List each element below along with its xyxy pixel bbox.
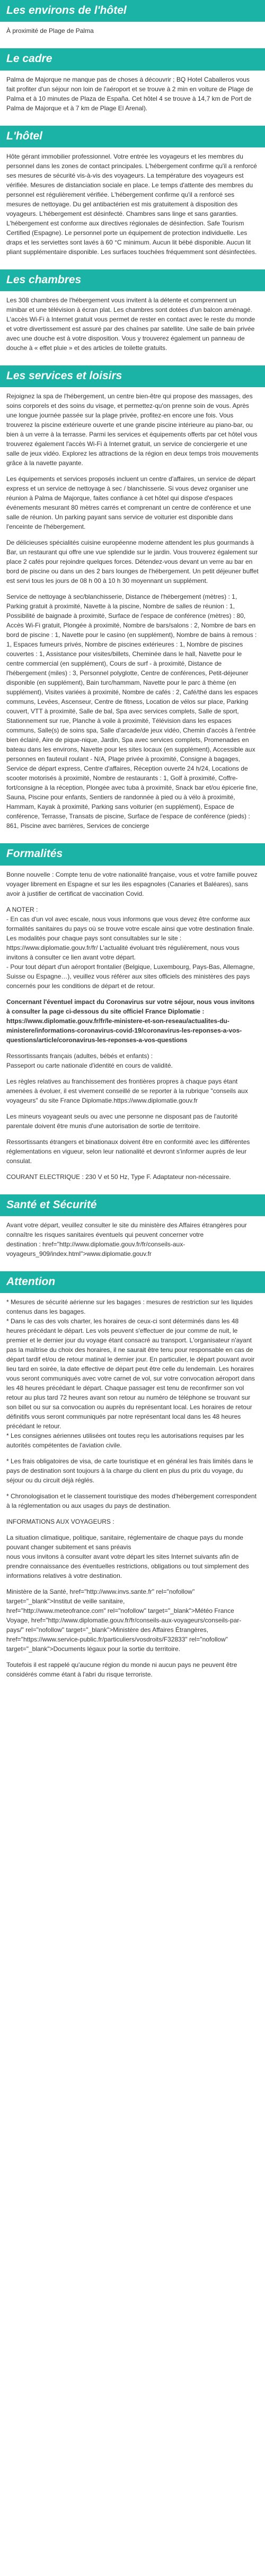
attention-informations-voyageurs: INFORMATIONS AUX VOYAGEURS : (6, 1518, 114, 1526)
section-services (0, 365, 265, 840)
section-title-hotel: L'hôtel (0, 126, 265, 147)
section-body-sante (0, 1216, 265, 1268)
section-body-chambres (0, 291, 265, 362)
section-attention (0, 1271, 265, 1689)
section-title-attention: Attention (0, 1271, 265, 1293)
section-body-hotel (0, 147, 265, 266)
section-environs (0, 0, 265, 45)
cadre-text: Palma de Majorque ne manque pas de choses à découvrir ; BQ Hotel Caballeros vous fait profiter d'un séjour non loin de l'aéroport et se trouve à 2 min en voiture de Plage de Palma et à 10 minutes de Plaza de España. Cet hôtel 4 se trouve à 14,7 km de Port de Palma de Majorque et à 7 km de Plage El Arenal). (6, 75, 253, 112)
attention-paragraph-2: * Les frais obligatoires de visa, de carte touristique et en général les frais limités dans le pays de destination sont toujours à la charge du client en plus du prix du voyage, du séjour ou du circuit déjà réglés. (6, 1457, 253, 1485)
section-chambres (0, 269, 265, 362)
chambres-text: Les 308 chambres de l'hébergement vous invitent à la détente et comprennent un minibar et une télévision à écran plat. Les chambres sont dotées d'un balcon aménagé. L'accès Wi-Fi à Internet gratuit vous permet de rester en contact avec le reste du monde et votre divertissement est assuré par des chaînes par satellite. Une salle de bain privée avec une douche est à votre disposition. Vous y trouverez également un panneau de douche à « effet pluie » et des articles de toilette gratuits. (6, 296, 255, 352)
hotel-text: Hôte gérant immobilier professionnel. Votre entrée les voyageurs et les membres du personnel dans les zones de contact principales. L'hébergement confirme qu'il a renforcé ses mesures de sécurité vis-à-vis des voyageurs. La température des voyageurs est vérifiée. Mesures de distanciation sociale en place. Le temps d'attente des membres du personnel est régulièrement vérifiée. L'hébergement confirme qu'il a renforcé ses mesures de nettoyage. Du gel antibactérien est mis gratuitement à disposition des voyageurs. L'hébergement est désinfecté. Chambres sans linge et sans garanties. L'hébergement est conforme aux directives régionales de désinfection. Safe Tourism Certified (Espagne). Le personnel porte un équipement de protection individuelle. Les draps et les serviettes sont lavés à 60 °C minimum. Aucun lit bébé disponible. Aucun lit pliant supplémentaire disponible. Les surfaces touchées fréquemment sont désinfectées. (6, 152, 257, 256)
section-title-cadre: Le cadre (0, 48, 265, 70)
section-body-cadre (0, 71, 265, 123)
attention-paragraph-7: Toutefois il est rappelé qu'aucune région du monde ni aucun pays ne peuvent être considérés comme étant à l'abri du risque terroriste. (6, 1661, 237, 1679)
formalites-note: A NOTER : - En cas d'un vol avec escale, nous vous informons que vous devez être conforme aux formalités sanitaires du pays où se trouve votre escale ainsi que votre destination finale. Les modalités pour chaque pays sont consultables sur le site : https://www.diplomatie.gouv.fr/fr/ L'actualité évoluant très régulièrement, nous vous invitons à consulter ce lien avant votre départ. - Pour tout départ d'un aéroport frontalier (Belgique, Luxembourg, Pays-Bas, Allemagne, Suisse ou Espagne…), veuillez vous référer aux sites officiels des ministères des pays concernés pour les conditions de départ et de retour. (6, 905, 255, 990)
attention-paragraph-3: * Chronologisation et le classement touristique des modes d'hébergement correspondent à la réglementation ou aux usages du pays de destination. (6, 1492, 257, 1510)
attention-paragraph-5: La situation climatique, politique, sanitaire, réglementaire de chaque pays du monde pouvant changer subitement et sans préavis nous vous invitons à consulter avant votre départ les sites Internet suivants afin de prendre connaissance des éventuelles restrictions, obligations ou tout simplement des informations relatives à votre destination. (6, 1534, 249, 1580)
section-sante (0, 1194, 265, 1268)
section-body-formalites (0, 866, 265, 1191)
section-cadre (0, 48, 265, 122)
formalites-mineurs: Les mineurs voyageant seuls ou avec une personne ne disposant pas de l'autorité parentale doivent être munis d'une autorisation de sortie de territoire. (6, 1112, 238, 1130)
section-title-environs: Les environs de l'hôtel (0, 0, 265, 22)
section-title-sante: Santé et Sécurité (0, 1194, 265, 1216)
section-body-services (0, 387, 265, 840)
section-title-formalites: Formalités (0, 843, 265, 865)
section-body-attention (0, 1293, 265, 1689)
environs-text: À proximité de Plage de Palma (6, 27, 94, 35)
formalites-paragraph-1: Bonne nouvelle : Compte tenu de votre nationalité française, vous et votre famille pouvez voyager librement en Espagne et sur les iles espagnoles (Canaries et Baléares), sans avoir à justifier de certificat de vaccination Covid. (6, 870, 258, 897)
section-body-environs (0, 22, 265, 45)
services-amenities-list: Service de nettoyage à sec/blanchisserie, Distance de l'hébergement (mètres) : 1, Parking gratuit à proximité, Navette à la piscine, Nombre de salles de réunion : 1, Possibilité de baignade à proximité, Surface de l'espace de conférence (mètres) : 80, Accès Wi-Fi gratuit, Plongée à proximité, Nombre de bars/salons : 2, Nombre de bars en bord de piscine : 1, Navette pour le casino (en supplément), Nombre de bains à remous : 1, Espaces fumeurs privés, Nombre de piscines extérieures : 1, Nombre de piscines couvertes : 1, Assistance pour visites/billets, Cheminée dans le hall, Navette pour le centre commercial (en supplément), Cours de surf - à proximité, Distance de l'hébergement (miles) : 3, Personnel polyglotte, Centre de conférences, Petit-déjeuner disponible (en supplément), Bain turc/hammam, Navette pour le parc à thème (en supplément), Visites variées à proximité, Nombre de cafés : 2, Café/thé dans les espaces communs, Levées, Ascenseur, Centre de fitness, Location de vélos sur place, Parking couvert, VTT à proximité, Salle de bal, Spa avec services complets, Salle de sport, Stationnement sur rue, Planche à voile à proximité, Télévision dans les espaces communs, Salle(s) de soins spa, Salle d'arcade/de jeux vidéo, Chemin d'accès à l'entrée bien éclairé, Aire de pique-nique, Jardin, Spa avec services complets, Promenades en bateau dans les environs, Navette pour les sites locaux (en supplément), Accessible aux personnes en fauteuil roulant - N/A, Plage privée à proximité, Consigne à bagages, Service de départ express, Centre d'affaires, Réception ouverte 24 h/24, Locations de scooter motorisés à proximité, Nombre de restaurants : 1, Golf à proximité, Coffre-fort/consigne à la réception, Plongée avec tuba à proximité, Snack bar et/ou épicerie fine, Sauna, Piscine pour enfants, Sentiers de randonnée à pied ou à vélo à proximité, Hammam, Kayak à proximité, Parking sans voiturier (en supplément), Espace de conférence, Terrasse, Transats de piscine, Surface de l'espace de conférence (pieds) : 861, Piscine avec barrières, Services de concierge (6, 593, 258, 830)
services-paragraph-1: Rejoignez la spa de l'hébergement, un centre bien-être qui propose des massages, des soins corporels et des soins du visage, et permettez-qu'on prenne soin de vous. Après une longue journée passée sur la plage privée, profitez-en encore une fois. Vous trouverez la piscine extérieure ouverte et une grande piscine intérieure au piano-bar, ou bien à un verre à la terrasse. Parmi les services et équipements offerts par cet hôtel vous trouverez également l'accès Wi-Fi à Internet gratuit, un service de conciergerie et une salle de jeux vidéo. Explorez les attractions de la région en deux temps trois mouvements grâce à la navette payante. (6, 392, 259, 467)
attention-links[interactable]: Ministère de la Santé, href="http://www.invs.sante.fr" rel="nofollow" target="_blank">Institut de veille sanitaire, href="http://www.meteofrance.com" rel="nofollow" target="_blank">Météo France Voyage, href="http://www.diplomatie.gouv.fr/fr/conseils-aux-voyageurs/conseils-par-pays/" rel="nofollow" target="_blank">Ministère des Affaires Étrangères, href="https://www.service-public.fr/particuliers/vosdroits/F32833" rel="nofollow" target="_blank">Documents légaux pour la sortie du territoire. (6, 1588, 242, 1653)
formalites-courant-electrique: COURANT ELECTRIQUE : 230 V et 50 Hz, Type F. Adaptateur non-nécessaire. (6, 1173, 231, 1181)
section-hotel (0, 126, 265, 266)
sante-text: Avant votre départ, veuillez consulter le site du ministère des Affaires étrangères pour connaître les risques sanitaires éventuels qui peuvent concerner votre destination : href="http://www.diplomatie.gouv.fr/fr/conseils-aux-voyageurs_909/index.html">www.diplomatie.gouv.fr (6, 1221, 247, 1258)
formalites-ressortissants-francais: Ressortissants français (adultes, bébés et enfants) : Passeport ou carte nationale d'identité en cours de validité. (6, 1052, 173, 1069)
formalites-etrangers: Ressortissants étrangers et binationaux doivent être en conformité avec les différentes réglementations en vigueur, selon leur nationalité et devront s'informer auprès de leur consulat. (6, 1138, 250, 1165)
services-paragraph-3: De délicieuses spécialités cuisine européenne moderne attendent les plus gourmands à Bar, un restaurant qui offre une vue splendide sur le jardin. Vous trouverez également sur place 2 cafés pour rejoindre quelques forces. Détendez-vous devant un verre au bar en bord de piscine ou dans un des 2 bars lounges de l'hébergement. Un petit déjeuner buffet est servi tous les jours de 08 h 00 à 10 h 30 moyennant un supplément. (6, 539, 259, 585)
section-title-services: Les services et loisirs (0, 365, 265, 387)
section-title-chambres: Les chambres (0, 269, 265, 291)
formalites-regles-frontieres: Les règles relatives au franchissement des frontières propres à chaque pays étant amenées à évoluer, il est vivement conseillé de se reporter à la rubrique "conseils aux voyageurs" du site France Diplomatie.https://www.diplomatie.gouv.fr (6, 1077, 248, 1104)
attention-paragraph-1: * Mesures de sécurité aérienne sur les bagages : mesures de restriction sur les liquides contenus dans les bagages. * Dans le cas des vols charter, les horaires de ceux-ci sont déterminés dans les 48 heures précédant le départ. Les vols peuvent s'effectuer de jour comme de nuit, le premier et le dernier jour du voyage étant consacré au transport. L'organisateur n'ayant pas la maîtrise du choix des horaires, il ne saurait être tenu pour responsable en cas de départ tardif et/ou de retour matinal le dernier jour. En particulier, le départ pouvant avoir lieu tard en soirée, la date effective de départ peut être celle du lendemain. Les horaires vous seront communiqués avec votre carnet de vol, sur votre convocation aéroport dans les 48 heures précédant le départ. Chaque passager est tenu de reconfirmer son vol retour au plus tard 72 heures avant son retour au numéro de téléphone se trouvant sur son billet ou sur sa convocation ou auprès du représentant local. Les horaires de retour définitifs vous seront communiqués par notre représentant local dans les 48 heures précédant le retour. * Les consignes aériennes utilisées ont toutes reçu les autorisations requises par les autorités compétentes de l'aviation civile. (6, 1298, 255, 1449)
formalites-coronavirus-link[interactable]: Concernant l'éventuel impact du Coronavirus sur votre séjour, nous vous invitons à consulter la page ci-dessous du site officiel France Diplomatie : https://www.diplomatie.gouv.fr/fr/le-ministere-et-son-reseau/actualites-du-ministere/informations-coronavirus-covid-19/coronavirus-les-reponses-a-vos-questions/article/coronavirus-les-reponses-a-vos-questions (6, 998, 255, 1044)
section-formalites (0, 843, 265, 1191)
services-paragraph-2: Les équipements et services proposés incluent un centre d'affaires, un service de départ express et un service de nettoyage à sec / blanchisserie. Si vous devez organiser une réunion à Palma de Majorque, faites confiance à cet hôtel qui dispose d'espaces événements mesurant 80 mètres carrés et comprenant un centre de conférence et une salle de réunion. Un parking payant sans service de voiturier est disponible dans l'enceinte de l'hébergement. (6, 475, 255, 531)
